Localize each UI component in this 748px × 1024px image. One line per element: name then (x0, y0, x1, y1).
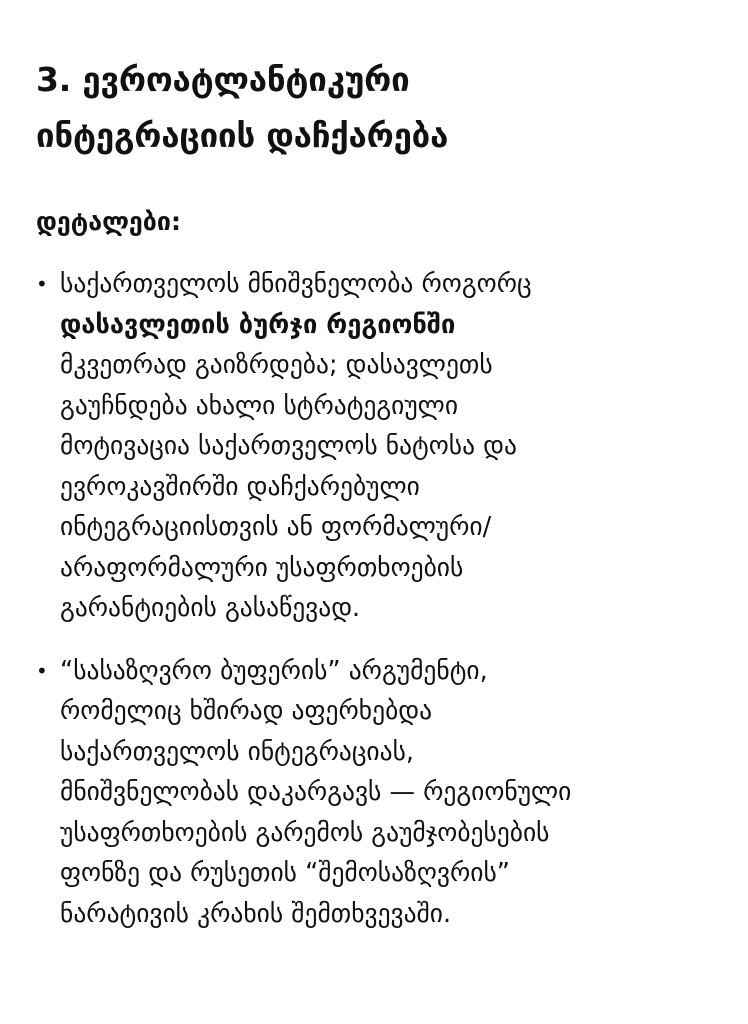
list-item-line: ფონზე და რუსეთის “შემოსაზღვრის” (60, 858, 510, 888)
list-item-line: მკვეთრად გაიზრდება; დასავლეთს (60, 350, 493, 380)
section-title (36, 52, 718, 164)
list-item-line: მნიშვნელობას დაკარგავს — რეგიონული (60, 777, 572, 807)
list-item-line: გარანტიების გასაწევად. (60, 593, 361, 623)
list-item-line: გაუჩნდება ახალი სტრატეგიული (60, 390, 459, 421)
list-item-line: “სასაზღვრო ბუფერის” არგუმენტი, (60, 655, 488, 686)
bullet-marker: • (36, 272, 48, 296)
title-line-1: 3. ევროატლანტიკური (36, 60, 410, 99)
bullet-marker: • (36, 658, 48, 683)
list-item-line: მოტივაცია საქართველოს ნატოსა და (60, 431, 517, 461)
list-item-line: რომელიც ხშირად აფერხებდა (60, 696, 433, 726)
emphasized-phrase: დასავლეთის ბურჯი რეგიონში (60, 309, 456, 340)
list-item (36, 264, 718, 629)
details-list (36, 264, 718, 934)
list-item-line: ევროკავშირში დაჩქარებული (60, 471, 420, 502)
list-item-line: არაფორმალური უსაფრთხოების (60, 552, 464, 583)
list-item (36, 651, 718, 935)
details-heading: დეტალები: (36, 207, 181, 236)
title-line-2: ინტეგრაციის დაჩქარება (36, 116, 449, 155)
list-item-line: უსაფრთხოების გარემოს გაუმჯობესების (60, 817, 550, 848)
list-item-line: საქართველოს ინტეგრაციას, (60, 736, 415, 767)
list-item-line: ნარატივის კრახის შემთხვევაში. (60, 898, 452, 929)
list-item-line: ინტეგრაციისთვის ან ფორმალური/ (60, 512, 492, 542)
list-item-line: საქართველოს მნიშვნელობა როგორც (60, 269, 532, 299)
